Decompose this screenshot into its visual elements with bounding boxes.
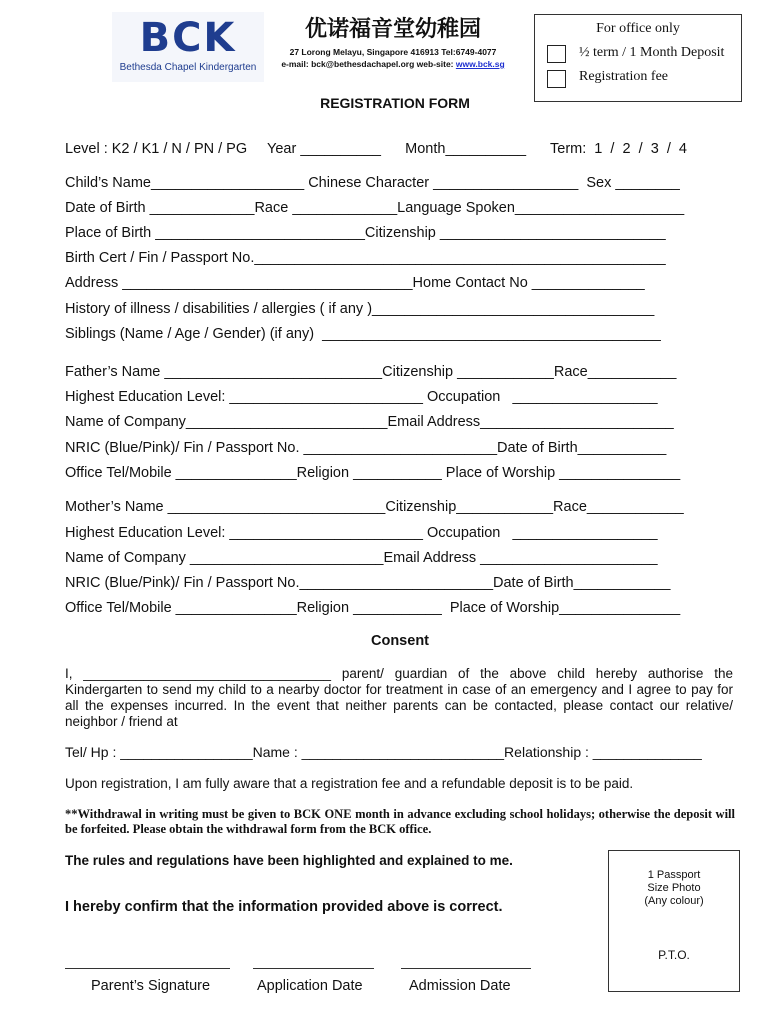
photo-label-2: Size Photo — [647, 882, 701, 894]
logo-subtitle: Bethesda Chapel Kindergarten — [119, 62, 257, 73]
photo-label-3: (Any colour) — [644, 895, 704, 907]
application-date-line[interactable] — [253, 968, 374, 969]
mother-education-line[interactable]: Highest Education Level: ________________________ Occupation __________________ — [65, 525, 658, 541]
father-name-line[interactable]: Father’s Name ___________________________Citizenship ____________Race___________ — [65, 364, 677, 380]
office-box-title: For office only — [596, 21, 680, 36]
child-name-line[interactable]: Child’s Name___________________ Chinese Character __________________ Sex ________ — [65, 175, 680, 191]
admission-date-label: Admission Date — [409, 978, 511, 994]
confirmation-statement: I hereby confirm that the information provided above is correct. — [65, 899, 503, 915]
registration-fee-checkbox[interactable] — [547, 70, 566, 88]
parent-signature-label: Parent’s Signature — [91, 978, 211, 994]
parent-signature-line[interactable] — [65, 968, 230, 969]
chinese-school-name: 优诺福音堂幼稚园 — [304, 17, 481, 42]
history-of-illness-line[interactable]: History of illness / disabilities / allergies ( if any )___________________________________ — [65, 301, 655, 317]
birth-cert-line[interactable]: Birth Cert / Fin / Passport No.___________________________________________________ — [65, 250, 666, 266]
registration-note: Upon registration, I am fully aware that a registration fee and a refundable deposit is to be paid. — [65, 776, 634, 791]
address-line-field[interactable]: Address ____________________________________Home Contact No ______________ — [65, 275, 645, 291]
admission-date-line[interactable] — [401, 968, 531, 969]
emergency-contact-line[interactable]: Tel/ Hp : _________________Name : __________________________Relationship : ______________ — [65, 744, 702, 760]
withdrawal-note: **Withdrawal in writing must be given to BCK ONE month in advance excluding school holidays; otherwise the deposit will be forfeited. Please obtain the withdrawal form from the BCK office. — [65, 807, 735, 836]
date-of-birth-line[interactable]: Date of Birth _____________Race _____________Language Spoken_____________________ — [65, 200, 685, 216]
mother-company-line[interactable]: Name of Company ________________________Email Address ______________________ — [65, 550, 658, 566]
logo-text: BCK — [139, 15, 237, 61]
logo — [112, 12, 264, 82]
place-of-birth-line[interactable]: Place of Birth __________________________Citizenship ____________________________ — [65, 225, 666, 241]
registration-fee-label: Registration fee — [579, 69, 669, 84]
pto-label: P.T.O. — [658, 948, 690, 962]
application-date-label: Application Date — [257, 978, 363, 994]
deposit-checkbox[interactable] — [547, 45, 566, 63]
photo-label-1: 1 Passport — [647, 869, 701, 881]
level-year-term-line[interactable]: Level : K2 / K1 / N / PN / PG Year __________ Month__________ Term: 1 / 2 / 3 / 4 — [65, 141, 687, 157]
consent-paragraph: I, _________________________________ parent/ guardian of the above child hereby authorise the Kindergarten to send my child to a nearby doctor for treatment in case of an emergency and I agree to pay for all the expenses incurred. In the event that neither parents can be contacted, please contact our relative/ neighbor / friend at — [65, 666, 733, 729]
deposit-label: ½ term / 1 Month Deposit — [579, 45, 725, 60]
father-office-tel-line[interactable]: Office Tel/Mobile _______________Religion ___________ Place of Worship _______________ — [65, 465, 681, 481]
passport-photo-box — [608, 850, 740, 992]
father-education-line[interactable]: Highest Education Level: ________________________ Occupation __________________ — [65, 389, 658, 405]
father-nric-line[interactable]: NRIC (Blue/Pink)/ Fin / Passport No. ________________________Date of Birth___________ — [65, 440, 667, 456]
father-company-line[interactable]: Name of Company_________________________Email Address________________________ — [65, 414, 674, 430]
form-title: REGISTRATION FORM — [320, 95, 470, 111]
office-use-box — [534, 14, 742, 102]
email-line — [268, 58, 518, 70]
rules-statement: The rules and regulations have been highlighted and explained to me. — [65, 853, 513, 868]
consent-heading: Consent — [371, 633, 429, 649]
mother-office-tel-line[interactable]: Office Tel/Mobile _______________Religion ___________ Place of Worship_______________ — [65, 600, 681, 616]
website-link[interactable]: www.bck.sg — [455, 59, 505, 69]
contact-address — [268, 46, 518, 70]
siblings-line[interactable]: Siblings (Name / Age / Gender) (if any) __________________________________________ — [65, 326, 661, 342]
mother-name-line[interactable]: Mother’s Name ___________________________Citizenship____________Race____________ — [65, 499, 684, 515]
email-text: e-mail: bck@bethesdachapel.org web-site: — [281, 59, 456, 69]
address-line: 27 Lorong Melayu, Singapore 416913 Tel:6749-4077 — [289, 47, 497, 57]
mother-nric-line[interactable]: NRIC (Blue/Pink)/ Fin / Passport No.________________________Date of Birth____________ — [65, 575, 671, 591]
